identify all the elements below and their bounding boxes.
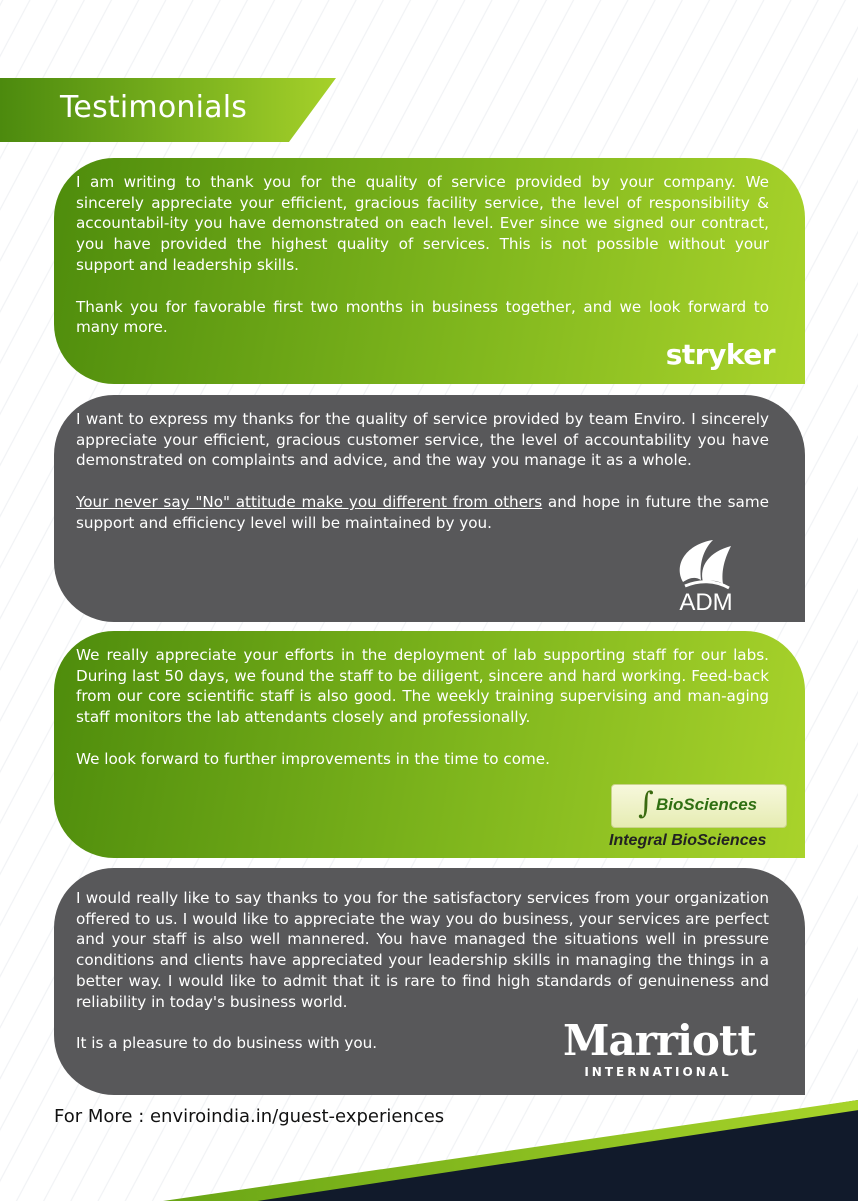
- testimonial-paragraph: We really appreciate your efforts in the deployment of lab supporting staff for our labs. During last 50 days, we found the staff to be diligent, sincere and hard working. Feed-back from our core scientific staff is also good. The weekly training supervising and man-aging staff monitors the lab attendants closely and professionally.: [76, 646, 769, 727]
- marriott-logo: [563, 1016, 756, 1079]
- integral-biosciences-logo: [609, 784, 787, 852]
- testimonial-paragraph: We look forward to further improvements in the time to come.: [76, 749, 550, 768]
- underlined-quote: Your never say "No" attitude make you different from others: [76, 493, 543, 512]
- testimonial-paragraph: Thank you for favorable first two months in business together, and we look forward to many more.: [76, 297, 769, 337]
- adm-leaf-icon: [669, 536, 743, 592]
- testimonial-card-marriott: [54, 868, 805, 1095]
- testimonial-card-integral: [54, 631, 805, 858]
- marriott-international: INTERNATIONAL: [584, 1065, 732, 1079]
- stryker-logo: stryker: [665, 338, 775, 371]
- testimonial-paragraph: I am writing to thank you for the quality of service provided by your company. We sincerely appreciate your efficient, gracious facility service, the level of responsibility & accountabil-ity you have demonstrated on each level. Ever since we signed our contract, you have provided the highest quality of services. This is not possible without your support and leadership skills.: [76, 173, 769, 274]
- page-title: Testimonials: [60, 90, 248, 125]
- quote-rest: and hope in future the same support and efficiency level will be maintained by you.: [76, 493, 769, 532]
- testimonial-paragraph: [76, 492, 769, 533]
- integral-biosciences-text: Integral BioSciences: [609, 832, 767, 850]
- biosciences-name: BioSciences: [656, 795, 758, 814]
- adm-logo: [669, 536, 743, 616]
- footer-link-text[interactable]: For More : enviroindia.in/guest-experiences: [54, 1106, 445, 1127]
- adm-logo-text: ADM: [679, 589, 733, 616]
- integral-sign-icon: ∫: [638, 786, 654, 821]
- testimonial-paragraph: I want to express my thanks for the quality of service provided by team Enviro. I sincerely appreciate your efficient, gracious customer service, the level of accountability you have demonstrated on complaints and advice, and the way you manage it as a whole.: [76, 410, 769, 470]
- testimonial-paragraph: It is a pleasure to do business with you.: [76, 1034, 378, 1053]
- biosciences-badge: [611, 784, 787, 828]
- testimonial-card-stryker: [54, 158, 805, 384]
- testimonial-card-adm: [54, 395, 805, 622]
- testimonial-paragraph: I would really like to say thanks to you for the satisfactory services from your organization offered to us. I would like to appreciate the way you do business, your services are perfect and your staff is also well mannered. You have managed the situations well in pressure conditions and clients have appreciated your leadership skills in managing the things in a better way. I would like to admit that it is rare to find high standards of genuineness and reliability in today's business world.: [76, 889, 769, 1011]
- marriott-name: Marriott: [563, 1016, 756, 1065]
